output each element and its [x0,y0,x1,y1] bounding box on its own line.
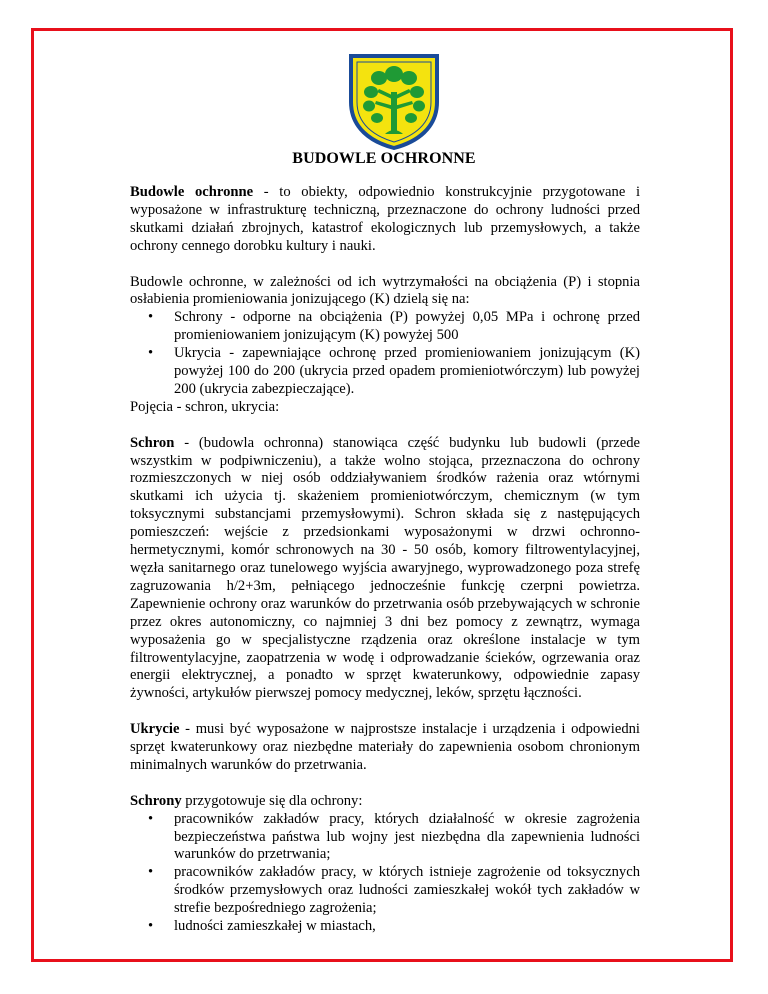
schron-term: Schron [130,434,175,451]
schron-text: - (budowla ochronna) stanowiąca część budynku lub budowli (przede wszystkim w podpiwniczeniu), a także wolno stojąca, przeznaczona do ochrony rozmieszczonych w niej osób oddziaływaniem środków rażenia oraz wtórnymi skutkami ich użycia tj. skażeniem promieniotwórczym, chemicznym (w tym toksycznymi substancjami przemysłowymi). Schron składa się z następujących pomieszczeń: wejście z przedsionkami wyposażonymi w drzwi ochronno-hermetycznymi, komór schronowych na 30 - 50 osób, komory filtrowentylacyjnej, węzła sanitarnego oraz tunelowego wyjścia awaryjnego, wyprowadzonego poza strefę zagruzowania h/2+3m, pełniącego jednocześnie funkcję czerpni powietrza. Zapewnienie ochrony oraz warunków do przetrwania osób przebywających w schronie przez okres autonomiczny, co najmniej 3 dni bez pomocy z zewnątrz, wymaga wyposażenia go w specjalistyczne rządzenia oraz określone instalacje w tym filtrowentylacyjne, zaopatrzenia w wodę i odprowadzanie ścieków, ogrzewania oraz energii elektrycznej, a ponadto w sprzęt kwaterunkowy, odpowiednie zapasy żywności, artykułów pierwszej pomocy medycznej, leków, sprzętu łączności. [130,434,640,702]
intro-term: Budowle ochronne [130,184,254,200]
intro-paragraph [130,184,640,256]
list-item: • pracowników zakładów pracy, w których istnieje zagrożenie od toksycznych środków przemysłowych oraz ludności zamieszkałej wokół tych zakładów w strefie bezpośredniego zagrożenia; [174,864,640,918]
intro-text: - to obiekty, odpowiednio konstrukcyjnie przygotowane i wyposażone w infrastrukturę techniczną, przeznaczone do ochrony ludności przed skutkami działań zbrojnych, katastrof ekologicznych lub przemysłowych, a także ochrony cennego dorobku kultury i nauki. [130,184,640,254]
schrony-list [130,811,640,936]
ukrycie-term: Ukrycie [130,721,180,738]
classification-list [130,309,640,399]
ukrycie-paragraph [130,721,640,775]
coat-of-arms-icon [341,52,447,150]
schron-paragraph [130,435,640,704]
schrony-term: Schrony [130,792,182,809]
schrony-text: przygotowuje się dla ochrony: [181,792,363,809]
list-item: • ludności zamieszkałej w miastach, [174,918,640,936]
list-item: • Ukrycia - zapewniające ochronę przed promieniowaniem jonizującym (K) powyżej 100 do 200 (ukrycia przed opadem promieniotwórczym) lub powyżej 200 (ukrycia zabezpieczające). [174,345,640,399]
classification-lead: Budowle ochronne, w zależności od ich wytrzymałości na obciążenia (P) i stopnia osłabienia promieniowania jonizującego (K) dzielą się na: [130,273,640,308]
list-item: • Schrony - odporne na obciążenia (P) powyżej 0,05 MPa i ochronę przed promieniowaniem jonizującym (K) powyżej 500 [174,309,640,345]
list-item: • pracowników zakładów pracy, których działalność w okresie zagrożenia bezpieczeństwa państwa lub wojny jest niezbędna dla zapewnienia ludności warunków do przetrwania; [174,811,640,865]
classification-footer: Pojęcia - schron, ukrycia: [130,398,280,415]
schrony-lead [130,793,640,811]
document-body [130,184,640,936]
ukrycie-text: - musi być wyposażone w najprostsze instalacje i urządzenia i odpowiedni sprzęt kwaterunkowy oraz niezbędne materiały do zapewnienia osobom chronionym minimalnych warunków do przetrwania. [130,721,640,773]
page-title: BUDOWLE OCHRONNE [292,150,476,167]
